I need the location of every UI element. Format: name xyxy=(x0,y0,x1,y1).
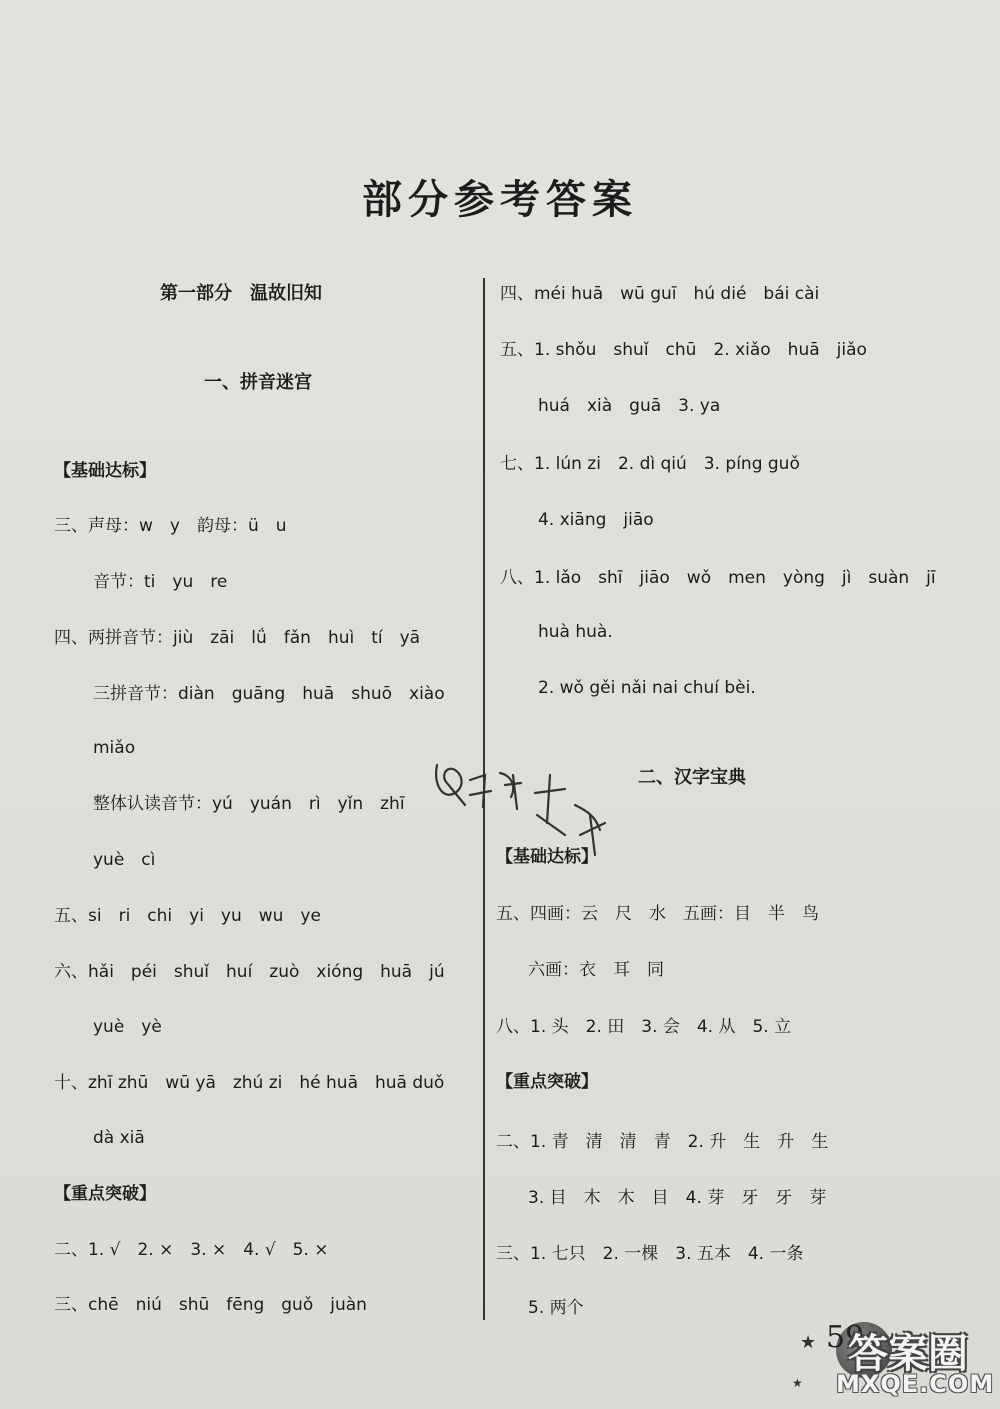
answer-line: yuè cì xyxy=(93,850,156,870)
answer-line: 4. xiāng jiāo xyxy=(538,510,654,530)
answer-line: dà xiā xyxy=(93,1128,145,1148)
star-icon: ★ xyxy=(800,1332,817,1353)
answer-line: 3. 目 木 木 目 4. 芽 牙 牙 芽 xyxy=(528,1188,827,1208)
answer-line: 音节：ti yu re xyxy=(93,572,228,592)
answer-line: 【重点突破】 xyxy=(496,1072,598,1092)
answer-line: 2. wǒ gěi nǎi nai chuí bèi. xyxy=(538,678,756,698)
part-title: 第一部分 温故旧知 xyxy=(160,283,322,304)
section-title-pinyin: 一、拼音迷宫 xyxy=(204,372,312,393)
star-icon: ★ xyxy=(792,1376,803,1390)
answer-line: 十、zhī zhū wū yā zhú zi hé huā huā duǒ xyxy=(54,1073,445,1093)
answer-line: 整体认读音节：yú yuán rì yǐn zhī xyxy=(93,794,405,814)
answer-line: 八、1. lǎo shī jiāo wǒ men yòng jì suàn jī xyxy=(500,568,936,588)
answer-line: huá xià guā 3. ya xyxy=(538,396,721,416)
answer-line: 六画：衣 耳 同 xyxy=(528,960,664,980)
answer-line: 二、1. 青 清 清 青 2. 升 生 升 生 xyxy=(496,1132,829,1152)
answer-line: miǎo xyxy=(93,738,136,758)
watermark-logo: 答案圈 xyxy=(848,1331,968,1377)
answer-line: 七、1. lún zi 2. dì qiú 3. píng guǒ xyxy=(500,454,800,474)
answer-line: 四、两拼音节：jiù zāi lǘ fǎn huì tí yā xyxy=(54,628,421,648)
page-title: 部分参考答案 xyxy=(362,176,638,223)
answer-line: 三、1. 七只 2. 一棵 3. 五本 4. 一条 xyxy=(496,1244,804,1264)
answer-line: yuè yè xyxy=(93,1017,162,1037)
answer-line: 二、1. √ 2. × 3. × 4. √ 5. × xyxy=(54,1240,329,1260)
answer-line: 5. 两个 xyxy=(528,1298,584,1318)
answer-line: 六、hǎi péi shuǐ huí zuò xióng huā jú xyxy=(54,962,445,982)
section-title-hanzi: 二、汉字宝典 xyxy=(638,767,746,788)
answer-line: 三拼音节：diàn guāng huā shuō xiào xyxy=(93,684,445,704)
answer-line: 八、1. 头 2. 田 3. 会 4. 从 5. 立 xyxy=(496,1017,792,1037)
answer-line: huà huà. xyxy=(538,622,613,642)
answer-line: 【基础达标】 xyxy=(496,847,598,867)
page-number: 59 xyxy=(818,1318,878,1368)
answer-line: 五、si ri chi yi yu wu ye xyxy=(54,906,321,926)
answer-line: 五、四画：云 尺 水 五画：目 半 鸟 xyxy=(496,904,819,924)
answer-line: 四、méi huā wū guī hú dié bái cài xyxy=(500,284,820,304)
answer-line: 三、chē niú shū fēng guǒ juàn xyxy=(54,1295,367,1315)
answer-line: 【重点突破】 xyxy=(54,1184,156,1204)
answer-line: 【基础达标】 xyxy=(54,461,156,481)
watermark-url: MXQE.COM xyxy=(836,1370,995,1398)
answer-line: 五、1. shǒu shuǐ chū 2. xiǎo huā jiǎo xyxy=(500,340,867,360)
answer-line: 三、声母：w y 韵母：ü u xyxy=(54,516,287,536)
handwritten-scribble xyxy=(425,745,625,875)
